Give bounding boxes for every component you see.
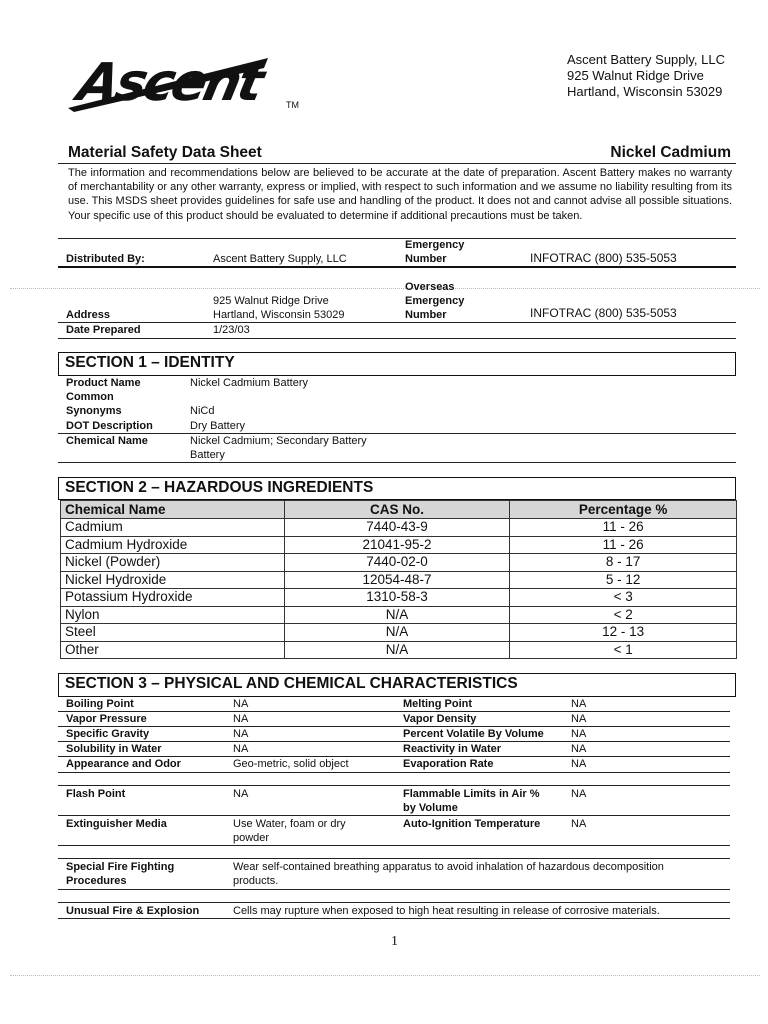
boiling-point-value: NA: [233, 698, 249, 710]
overseas-label-1: Overseas: [405, 281, 455, 293]
address-label: Address: [66, 309, 111, 321]
melting-point-value: NA: [571, 698, 587, 710]
overseas-number: INFOTRAC (800) 535-5053: [530, 306, 677, 320]
date-prepared-label: Date Prepared: [66, 324, 141, 336]
auto-ignition-label: Auto-Ignition Temperature: [403, 818, 541, 830]
row-rule: [58, 711, 730, 712]
row-rule: [58, 772, 730, 773]
special-fire-label-2: Procedures: [66, 875, 127, 887]
company-address: [567, 52, 725, 100]
flash-point-value: NA: [233, 788, 249, 800]
scan-dotted-line-bottom: [10, 975, 760, 976]
flash-point-label: Flash Point: [66, 788, 126, 800]
flammable-limits-value: NA: [571, 788, 587, 800]
table-row: [61, 589, 737, 607]
table-row: [61, 536, 737, 554]
company-city: Hartland, Wisconsin 53029: [567, 84, 723, 99]
scan-dotted-line: [10, 288, 760, 289]
chemical-name-value-1: Nickel Cadmium; Secondary Battery: [190, 435, 367, 447]
vapor-pressure-value: NA: [233, 713, 249, 725]
solubility-label: Solubility in Water: [66, 743, 162, 755]
company-street: 925 Walnut Ridge Drive: [567, 68, 704, 83]
specific-gravity-value: NA: [233, 728, 249, 740]
percentage-cell: < 3: [510, 589, 737, 607]
address-line-2: Hartland, Wisconsin 53029: [213, 309, 345, 321]
dot-description-value: Dry Battery: [190, 420, 246, 432]
unusual-fire-value: Cells may rupture when exposed to high heat resulting in release of corrosive materials.: [233, 905, 660, 917]
table-row: [61, 624, 737, 642]
row-rule: [58, 756, 730, 757]
header-rule-mid: [58, 266, 736, 268]
emergency-label-1: Emergency: [405, 239, 465, 251]
boiling-point-label: Boiling Point: [66, 698, 134, 710]
cas-cell: 7440-43-9: [284, 519, 510, 537]
row-rule: [58, 858, 730, 859]
title-rule: [58, 163, 736, 164]
synonyms-value: NiCd: [190, 405, 215, 417]
special-fire-value-1: Wear self-contained breathing apparatus to avoid inhalation of hazardous decomposition: [233, 861, 664, 873]
vapor-pressure-label: Vapor Pressure: [66, 713, 147, 725]
specific-gravity-label: Specific Gravity: [66, 728, 150, 740]
appearance-label: Appearance and Odor: [66, 758, 181, 770]
solubility-value: NA: [233, 743, 249, 755]
emergency-label-2: Number: [405, 253, 447, 265]
section1-rule-bottom: [58, 462, 736, 463]
percentage-cell: 11 - 26: [510, 536, 737, 554]
table-row: [61, 519, 737, 537]
chemical-cell: Nickel Hydroxide: [61, 571, 285, 589]
chemical-cell: Other: [61, 641, 285, 659]
distributed-by-value: Ascent Battery Supply, LLC: [213, 253, 347, 265]
cas-cell: N/A: [284, 641, 510, 659]
ingredients-table: [60, 500, 737, 659]
table-row: [61, 606, 737, 624]
overseas-label-2: Emergency: [405, 295, 465, 307]
flammable-limits-label-1: Flammable Limits in Air %: [403, 788, 540, 800]
product-title: Nickel Cadmium: [610, 144, 731, 161]
date-prepared-value: 1/23/03: [213, 324, 250, 336]
unusual-fire-label: Unusual Fire & Explosion: [66, 905, 200, 917]
section1-rule: [58, 433, 736, 434]
table-row: [61, 554, 737, 572]
common-label: Common: [66, 391, 114, 403]
row-rule: [58, 889, 730, 890]
extinguisher-media-label: Extinguisher Media: [66, 818, 167, 830]
reactivity-label: Reactivity in Water: [403, 743, 502, 755]
product-name-label: Product Name: [66, 377, 141, 389]
cas-cell: N/A: [284, 606, 510, 624]
table-row: [61, 571, 737, 589]
vapor-density-label: Vapor Density: [403, 713, 477, 725]
ingredients-header-row: [61, 501, 737, 519]
reactivity-value: NA: [571, 743, 587, 755]
trademark-mark: TM: [286, 100, 299, 110]
chemical-name-value-2: Battery: [190, 449, 225, 461]
percentage-cell: 5 - 12: [510, 571, 737, 589]
evaporation-value: NA: [571, 758, 587, 770]
chemical-cell: Potassium Hydroxide: [61, 589, 285, 607]
chemical-name-label: Chemical Name: [66, 435, 148, 447]
company-name: Ascent Battery Supply, LLC: [567, 52, 726, 67]
header-rule-top: [58, 238, 736, 239]
cas-cell: 7440-02-0: [284, 554, 510, 572]
percentage-cell: 12 - 13: [510, 624, 737, 642]
cas-cell: 12054-48-7: [284, 571, 510, 589]
percentage-cell: < 1: [510, 641, 737, 659]
chemical-cell: Cadmium: [61, 519, 285, 537]
percentage-cell: 8 - 17: [510, 554, 737, 572]
melting-point-label: Melting Point: [403, 698, 473, 710]
emergency-number: INFOTRAC (800) 535-5053: [530, 251, 677, 265]
auto-ignition-value: NA: [571, 818, 587, 830]
section3-header: SECTION 3 – PHYSICAL AND CHEMICAL CHARACTERISTICS: [58, 673, 736, 697]
col-cas-no: CAS No.: [284, 501, 510, 519]
address-line-1: 925 Walnut Ridge Drive: [213, 295, 329, 307]
section1-header: SECTION 1 – IDENTITY: [58, 352, 736, 376]
chemical-cell: Nickel (Powder): [61, 554, 285, 572]
intro-paragraph: The information and recommendations below are believed to be accurate at the date of preparation. Ascent Battery makes no warranty of merchantability or any other warranty, express or implied, with respect to such information and we assume no liability resulting from its use. This MSDS sheet provides guidelines for safe use and handling of the product. It does not and cannot advise all possible situations. Your specific use of this product should be evaluated to determine if additional precautions must be taken.: [68, 167, 732, 222]
cas-cell: N/A: [284, 624, 510, 642]
dot-description-label: DOT Description: [66, 420, 153, 432]
row-rule: [58, 741, 730, 742]
ascent-logo-graphic: [68, 50, 308, 112]
row-rule: [58, 918, 730, 919]
page-number: 1: [391, 934, 398, 949]
overseas-label-3: Number: [405, 309, 447, 321]
percent-volatile-value: NA: [571, 728, 587, 740]
distributed-by-label: Distributed By:: [66, 253, 145, 265]
document-title: Material Safety Data Sheet: [68, 144, 262, 161]
cas-cell: 1310-58-3: [284, 589, 510, 607]
cas-cell: 21041-95-2: [284, 536, 510, 554]
extinguisher-media-value-1: Use Water, foam or dry: [233, 818, 346, 830]
special-fire-label-1: Special Fire Fighting: [66, 861, 175, 873]
row-rule: [58, 815, 730, 816]
chemical-cell: Cadmium Hydroxide: [61, 536, 285, 554]
section2-header: SECTION 2 – HAZARDOUS INGREDIENTS: [58, 477, 736, 500]
row-rule: [58, 845, 730, 846]
company-logo: [68, 50, 308, 112]
extinguisher-media-value-2: powder: [233, 832, 270, 844]
flammable-limits-label-2: by Volume: [403, 802, 458, 814]
percent-volatile-label: Percent Volatile By Volume: [403, 728, 544, 740]
special-fire-value-2: products.: [233, 875, 279, 887]
header-rule-bottom: [58, 338, 736, 339]
col-percentage: Percentage %: [510, 501, 737, 519]
chemical-cell: Nylon: [61, 606, 285, 624]
product-name-value: Nickel Cadmium Battery: [190, 377, 308, 389]
row-rule: [58, 726, 730, 727]
percentage-cell: 11 - 26: [510, 519, 737, 537]
logo-text: Ascent: [72, 52, 267, 112]
appearance-value: Geo-metric, solid object: [233, 758, 349, 770]
header-rule-lower: [58, 322, 736, 323]
row-rule: [58, 785, 730, 786]
synonyms-label: Synonyms: [66, 405, 122, 417]
evaporation-label: Evaporation Rate: [403, 758, 494, 770]
chemical-cell: Steel: [61, 624, 285, 642]
row-rule: [58, 902, 730, 903]
col-chemical-name: Chemical Name: [61, 501, 285, 519]
percentage-cell: < 2: [510, 606, 737, 624]
vapor-density-value: NA: [571, 713, 587, 725]
table-row: [61, 641, 737, 659]
